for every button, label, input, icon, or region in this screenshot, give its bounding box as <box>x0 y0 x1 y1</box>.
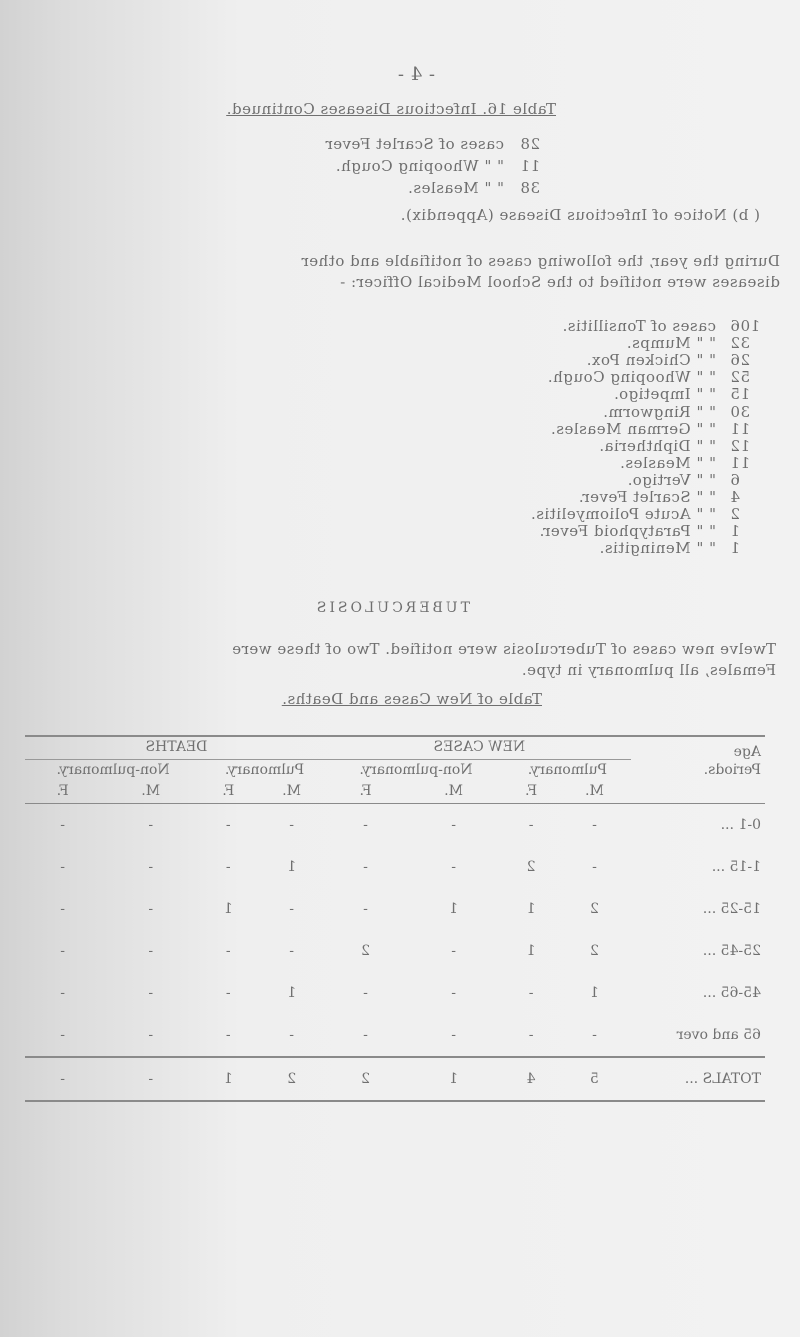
table-cell: 1 <box>201 1057 255 1101</box>
paragraph-b-line-2: diseases were notified to the School Medical Officer: - <box>339 273 780 291</box>
age-period: 65 and over <box>676 1026 761 1043</box>
disease-count: 30 <box>730 403 751 421</box>
disease-count: 2 <box>730 505 741 523</box>
header-f: F. <box>201 781 255 803</box>
disease-name: " " Paratyphoid Fever. <box>539 522 716 540</box>
table-cell: 2 <box>328 1057 403 1101</box>
table-cell: - <box>148 858 154 875</box>
table-cell: 1 <box>449 900 459 917</box>
table-cell: - <box>289 1026 294 1043</box>
header-pulmonary-2: Pulmonary. <box>224 761 305 778</box>
table-cell: - <box>289 816 294 833</box>
disease-name: " " Vertigo. <box>627 471 716 489</box>
paragraph-a: ( b) Notice of Infectious Disease (Appendix). <box>400 206 760 224</box>
table-total-row <box>25 1057 765 1101</box>
table-cell: - <box>289 942 294 959</box>
table-cell: - <box>60 942 66 959</box>
disease-name: " " Diphtheria. <box>598 437 716 455</box>
table-cell: - <box>289 900 294 917</box>
header-m: M. <box>403 781 504 803</box>
table-row <box>25 1014 765 1057</box>
disease-count: 6 <box>730 471 741 489</box>
table-cell: - <box>225 942 231 959</box>
table-cell: - <box>225 984 231 1001</box>
header-new-cases: NEW CASES <box>328 736 631 759</box>
table-cell: 1 <box>287 858 297 875</box>
table-row <box>25 972 765 1014</box>
table-cell: 1 <box>526 900 536 917</box>
table-row <box>25 803 765 846</box>
table-cell: - <box>148 1026 154 1043</box>
intro-count: 38 <box>520 179 541 197</box>
table-cell: 2 <box>361 942 370 959</box>
table-cell: 1 <box>526 942 536 959</box>
paragraph-b-line-1: During the year, the following cases of notifiable and other <box>301 252 780 270</box>
disease-count: 52 <box>730 368 751 386</box>
table-cell: - <box>451 816 456 833</box>
table-cell: 1 <box>287 984 297 1001</box>
disease-count: 11 <box>730 454 751 472</box>
table-cell: - <box>148 900 154 917</box>
disease-count: 11 <box>730 420 751 438</box>
table-row <box>25 930 765 972</box>
header-age: Age Periods. <box>631 736 765 781</box>
section-para-line-2: Females, all pulmonary in type. <box>521 661 776 679</box>
table-cell: 4 <box>504 1057 558 1101</box>
header-pulmonary-1: Pulmonary. <box>527 761 607 778</box>
table-cell: - <box>528 1026 534 1043</box>
table-cell: 2 <box>526 858 536 875</box>
age-period: 0-1 ... <box>720 816 761 833</box>
intro-count: 11 <box>520 157 541 175</box>
table-cell: - <box>100 1057 201 1101</box>
table-title: Table of New Cases and Deaths. <box>281 690 542 708</box>
table-cell: - <box>451 858 456 875</box>
age-period: 1-15 ... <box>711 858 761 875</box>
table-cell: - <box>225 858 231 875</box>
disease-name: " " Impetigo. <box>613 385 716 403</box>
disease-count: 4 <box>730 488 741 506</box>
disease-name: " " Meningitis. <box>599 539 716 557</box>
disease-count: 15 <box>730 385 751 403</box>
table-cell: - <box>592 1026 597 1043</box>
disease-name: " " German Measles. <box>550 420 716 438</box>
table-cell: - <box>363 984 368 1001</box>
disease-count: 32 <box>730 334 751 352</box>
age-period: TOTALS ... <box>631 1057 765 1101</box>
intro-count: 28 <box>520 135 541 153</box>
table-cell: 1 <box>403 1057 504 1101</box>
disease-name: " " Ringworm. <box>602 403 716 421</box>
table-cell: - <box>363 816 368 833</box>
disease-count: 1 <box>730 539 741 557</box>
header-line-text: Table 16. Infectious Diseases Continued. <box>226 100 556 118</box>
table-cell: - <box>592 816 597 833</box>
table-cell: - <box>60 900 66 917</box>
table-cell: - <box>148 942 154 959</box>
header-f: F. <box>25 781 100 803</box>
header-line <box>226 100 556 118</box>
header-m: M. <box>255 781 328 803</box>
table-cell: - <box>60 816 66 833</box>
intro-text: " " Measles. <box>407 179 504 197</box>
age-period: 25-45 ... <box>702 942 761 959</box>
disease-count: 26 <box>730 351 751 369</box>
table-cell: - <box>60 858 66 875</box>
table-cell: - <box>451 1026 456 1043</box>
disease-name: cases of Tonsillitis. <box>562 317 716 335</box>
disease-name: " " Chicken Pox. <box>586 351 716 369</box>
table-cell: - <box>25 1057 100 1101</box>
disease-name: " " Scarlet Fever. <box>578 488 716 506</box>
disease-count: 1 <box>730 522 741 540</box>
table-cell: 5 <box>558 1057 631 1101</box>
intro-text: " " Whooping Cough. <box>335 157 504 175</box>
section-para-line-1: Twelve new cases of Tuberculosis were notified. Two of these were <box>231 640 776 658</box>
table-row <box>25 888 765 930</box>
table-cell: - <box>225 816 231 833</box>
disease-name: " " Mumps. <box>626 334 716 352</box>
table-cell: - <box>363 858 368 875</box>
table-cell: - <box>60 1026 66 1043</box>
intro-text: cases of Scarlet Fever <box>325 135 504 153</box>
header-deaths: DEATHS <box>25 736 328 759</box>
page-number: - 4 - <box>397 64 435 85</box>
disease-count: 106 <box>730 317 761 335</box>
table-cell: 2 <box>255 1057 328 1101</box>
header-m: M. <box>558 781 631 803</box>
table-cell: - <box>451 984 456 1001</box>
table-cell: - <box>148 984 154 1001</box>
table-cell: - <box>148 816 154 833</box>
table-cell: - <box>451 942 456 959</box>
table-cell: - <box>528 984 534 1001</box>
tuberculosis-table <box>25 735 765 1102</box>
table-cell: - <box>60 984 66 1001</box>
section-title: TUBERCULOSIS <box>313 600 470 616</box>
table-cell: - <box>528 816 534 833</box>
disease-count: 12 <box>730 437 751 455</box>
table-cell: - <box>363 900 368 917</box>
header-nonpulmonary-1: Non-pulmonary. <box>359 761 473 778</box>
table-cell: - <box>225 1026 231 1043</box>
table-cell: 1 <box>223 900 233 917</box>
header-m: M. <box>100 781 201 803</box>
table-cell: - <box>592 858 597 875</box>
disease-name: " " Acute Poliomyelitis. <box>530 505 716 523</box>
table-cell: 2 <box>590 942 599 959</box>
table-cell: 1 <box>590 984 599 1001</box>
disease-name: " " Measles. <box>619 454 716 472</box>
header-f: F. <box>504 781 558 803</box>
header-f: F. <box>328 781 403 803</box>
table-row <box>25 846 765 888</box>
header-nonpulmonary-2: Non-pulmonary. <box>56 761 170 778</box>
age-period: 15-25 ... <box>702 900 761 917</box>
table-cell: - <box>363 1026 368 1043</box>
disease-name: " " Whooping Cough. <box>547 368 716 386</box>
table-cell: 2 <box>590 900 599 917</box>
age-period: 45-65 ... <box>702 984 761 1001</box>
